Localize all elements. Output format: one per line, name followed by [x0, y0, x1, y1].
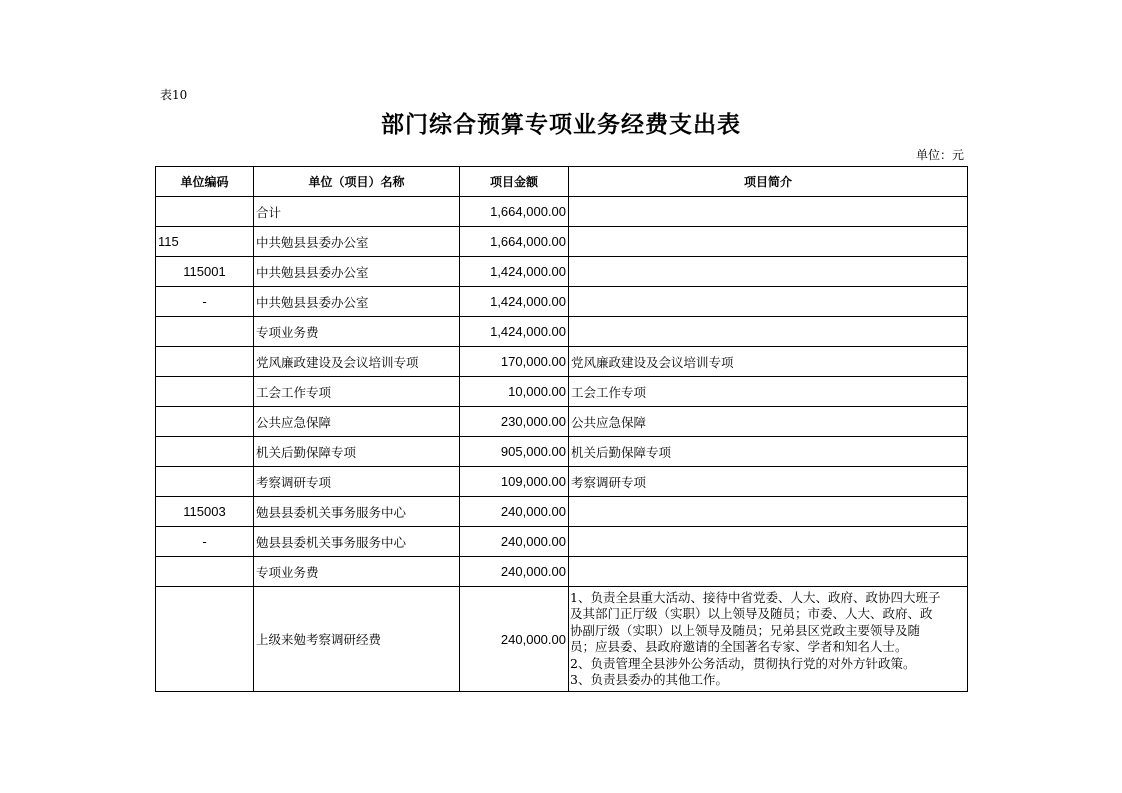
- amount-cell: 240,000.00: [460, 557, 569, 587]
- table-row: [156, 467, 968, 497]
- description-cell: [569, 227, 968, 257]
- unit-code-cell: [156, 407, 254, 437]
- col-header-amount: 项目金额: [460, 167, 569, 197]
- amount-cell: 905,000.00: [460, 437, 569, 467]
- unit-code-cell: [156, 347, 254, 377]
- unit-name-cell: 工会工作专项: [254, 377, 460, 407]
- unit-code-cell: 115003: [156, 497, 254, 527]
- unit-code-cell: [156, 557, 254, 587]
- unit-name-cell: 考察调研专项: [254, 467, 460, 497]
- description-cell: [569, 317, 968, 347]
- description-cell: [569, 527, 968, 557]
- table-row: [156, 497, 968, 527]
- unit-code-cell: -: [156, 287, 254, 317]
- amount-cell: 1,664,000.00: [460, 227, 569, 257]
- unit-name-cell: 中共勉县县委办公室: [254, 257, 460, 287]
- table-number: 表10: [160, 88, 188, 102]
- col-header-code: 单位编码: [156, 167, 254, 197]
- table-row: [156, 287, 968, 317]
- amount-cell: 170,000.00: [460, 347, 569, 377]
- unit-name-cell: 上级来勉考察调研经费: [254, 587, 460, 692]
- table-row: [156, 347, 968, 377]
- description-cell: [569, 197, 968, 227]
- table-row: [156, 437, 968, 467]
- description-cell: 机关后勤保障专项: [569, 437, 968, 467]
- unit-code-cell: [156, 317, 254, 347]
- description-cell: [569, 287, 968, 317]
- unit-code-cell: 115001: [156, 257, 254, 287]
- unit-name-cell: 中共勉县县委办公室: [254, 227, 460, 257]
- unit-code-cell: [156, 587, 254, 692]
- budget-table: [155, 166, 968, 692]
- table-row: [156, 407, 968, 437]
- unit-code-cell: [156, 197, 254, 227]
- unit-label: 单位：元: [915, 148, 964, 162]
- amount-cell: 240,000.00: [460, 497, 569, 527]
- unit-name-cell: 专项业务费: [254, 557, 460, 587]
- amount-cell: 240,000.00: [460, 527, 569, 557]
- table-row: [156, 377, 968, 407]
- amount-cell: 10,000.00: [460, 377, 569, 407]
- table-row: [156, 197, 968, 227]
- table-row: [156, 587, 968, 692]
- description-cell: 工会工作专项: [569, 377, 968, 407]
- unit-code-cell: -: [156, 527, 254, 557]
- unit-name-cell: 机关后勤保障专项: [254, 437, 460, 467]
- description-cell: [569, 257, 968, 287]
- description-cell: 考察调研专项: [569, 467, 968, 497]
- header-row: [156, 167, 968, 197]
- table-row: [156, 557, 968, 587]
- table-row: [156, 227, 968, 257]
- unit-name-cell: 党风廉政建设及会议培训专项: [254, 347, 460, 377]
- unit-name-cell: 公共应急保障: [254, 407, 460, 437]
- table-row: [156, 317, 968, 347]
- unit-name-cell: 专项业务费: [254, 317, 460, 347]
- col-header-description: 项目简介: [569, 167, 968, 197]
- amount-cell: 1,424,000.00: [460, 287, 569, 317]
- amount-cell: 240,000.00: [460, 587, 569, 692]
- page-title: 部门综合预算专项业务经费支出表: [381, 112, 741, 138]
- table-row: [156, 527, 968, 557]
- amount-cell: 230,000.00: [460, 407, 569, 437]
- amount-cell: 1,424,000.00: [460, 317, 569, 347]
- amount-cell: 1,424,000.00: [460, 257, 569, 287]
- unit-code-cell: 115: [156, 227, 254, 257]
- unit-name-cell: 合计: [254, 197, 460, 227]
- unit-name-cell: 勉县县委机关事务服务中心: [254, 497, 460, 527]
- description-cell: [569, 557, 968, 587]
- unit-name-cell: 勉县县委机关事务服务中心: [254, 527, 460, 557]
- unit-code-cell: [156, 467, 254, 497]
- amount-cell: 1,664,000.00: [460, 197, 569, 227]
- table-row: [156, 257, 968, 287]
- unit-code-cell: [156, 377, 254, 407]
- description-cell: 公共应急保障: [569, 407, 968, 437]
- amount-cell: 109,000.00: [460, 467, 569, 497]
- unit-code-cell: [156, 437, 254, 467]
- col-header-name: 单位（项目）名称: [254, 167, 460, 197]
- description-cell: 党风廉政建设及会议培训专项: [569, 347, 968, 377]
- description-cell: 1、负责全县重大活动、接待中省党委、人大、政府、政协四大班子 及其部门正厅级（实职）以上领导及随员；市委、人大、政府、政 协副厅级（实职）以上领导及随员；兄弟县区党政主要领导及随 员；应县委、县政府邀请的全国著名专家、学者和知名人士。 2、负责管理全县涉外公务活动，贯彻执行党的对外方针政策。 3、负责县委办的其他工作。: [569, 587, 968, 692]
- unit-name-cell: 中共勉县县委办公室: [254, 287, 460, 317]
- description-cell: [569, 497, 968, 527]
